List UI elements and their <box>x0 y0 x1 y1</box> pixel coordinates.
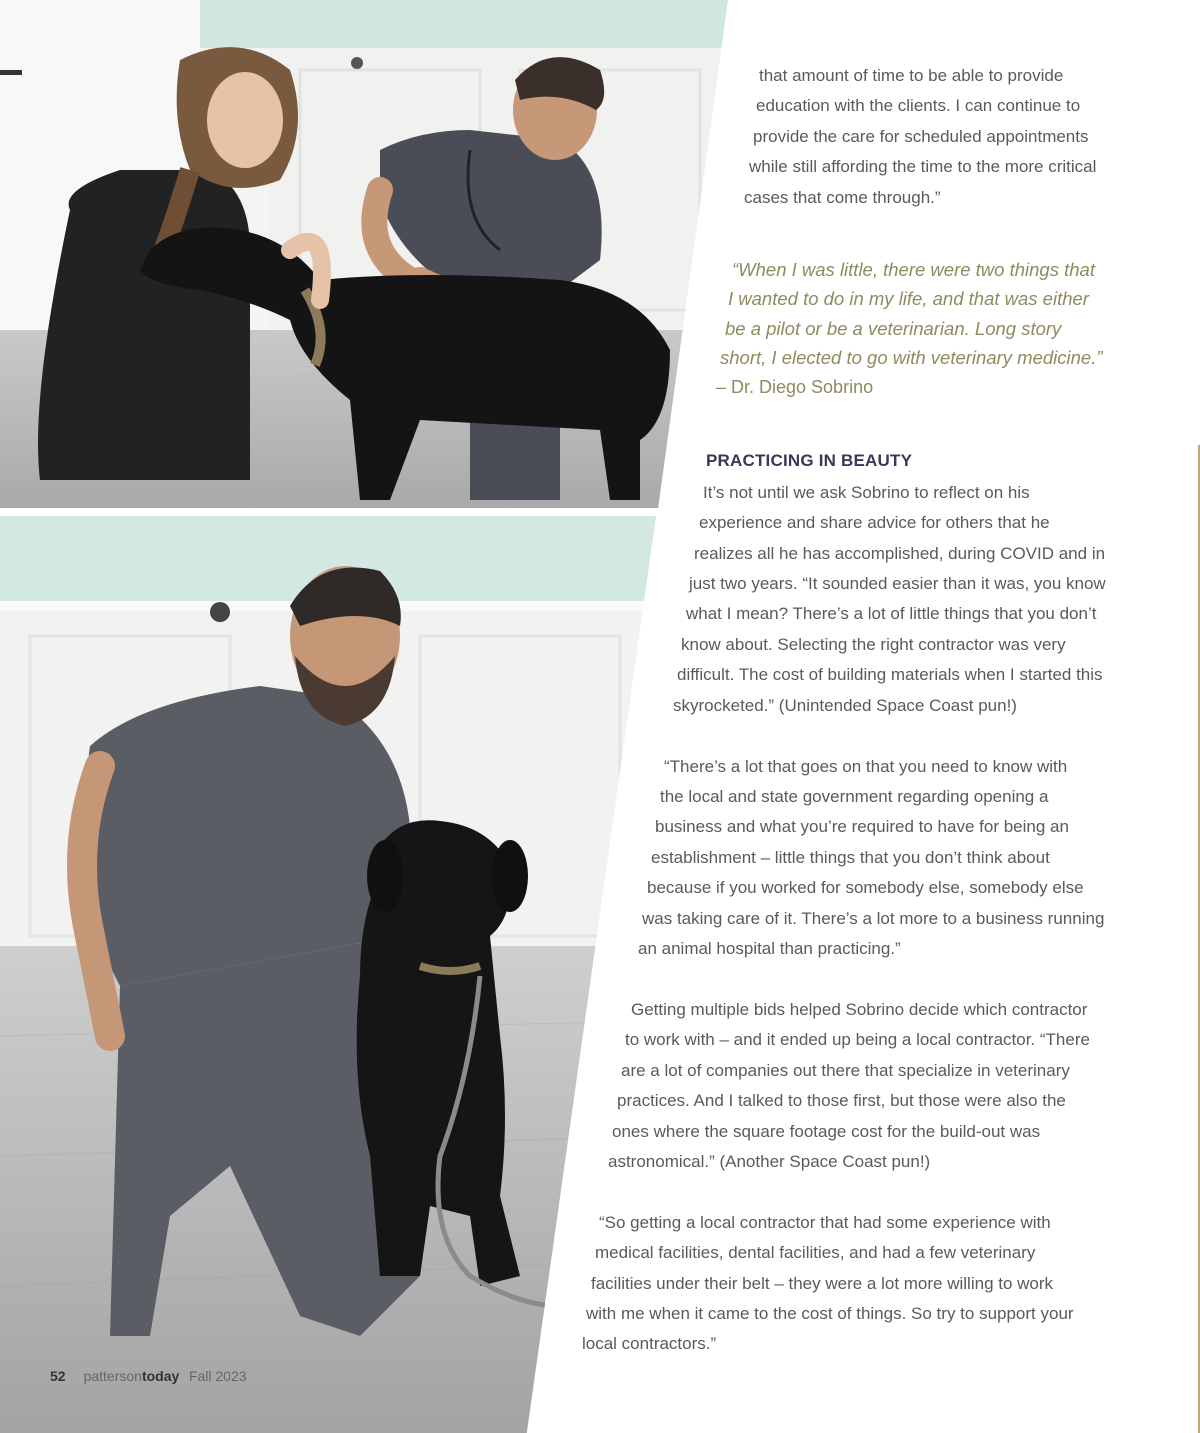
body-line: establishment – little things that you don’t think about <box>651 848 1050 867</box>
body-line: facilities under their belt – they were a lot more willing to work <box>591 1274 1054 1293</box>
brand-name-bold: today <box>141 1368 180 1384</box>
page-footer <box>50 1368 247 1384</box>
body-line: business and what you’re required to have for being an <box>655 817 1069 836</box>
section-heading: PRACTICING IN BEAUTY <box>706 451 913 470</box>
photo-vet-with-dog <box>0 516 656 1433</box>
body-line: astronomical.” (Another Space Coast pun!) <box>608 1152 931 1171</box>
pull-quote-line: I wanted to do in my life, and that was either <box>728 288 1089 309</box>
body-line: the local and state government regarding opening a <box>660 787 1049 806</box>
body-line: It’s not until we ask Sobrino to reflect on his <box>703 483 1030 502</box>
pull-quote-line: short, I elected to go with veterinary medicine.” <box>720 347 1103 368</box>
body-line: “There’s a lot that goes on that you need to know with <box>664 757 1068 776</box>
body-line: know about. Selecting the right contractor was very <box>681 635 1066 654</box>
body-line: are a lot of companies out there that specialize in veterinary <box>621 1061 1070 1080</box>
body-line: medical facilities, dental facilities, and had a few veterinary <box>595 1243 1036 1262</box>
intro-line: education with the clients. I can continue to <box>756 96 1081 115</box>
issue-label: Fall 2023 <box>188 1368 247 1384</box>
body-line: an animal hospital than practicing.” <box>638 939 901 958</box>
body-line: was taking care of it. There’s a lot more to a business running <box>642 909 1105 928</box>
body-line: what I mean? There’s a lot of little things that you don’t <box>686 604 1097 623</box>
body-line: skyrocketed.” (Unintended Space Coast pun!) <box>673 696 1017 715</box>
body-line: ones where the square footage cost for the build-out was <box>612 1122 1041 1141</box>
body-line: “So getting a local contractor that had some experience with <box>599 1213 1051 1232</box>
intro-line: while still affording the time to the more critical <box>749 157 1097 176</box>
pull-quote-attribution: – Dr. Diego Sobrino <box>716 377 874 397</box>
footer-separator: | <box>182 1368 186 1384</box>
body-line: Getting multiple bids helped Sobrino decide which contractor <box>631 1000 1088 1019</box>
body-line: because if you worked for somebody else, somebody else <box>647 878 1084 897</box>
body-line: just two years. “It sounded easier than it was, you know <box>689 574 1106 593</box>
pull-quote-line: “When I was little, there were two things that <box>732 259 1095 280</box>
body-line: realizes all he has accomplished, during COVID and in <box>694 544 1106 563</box>
body-line: experience and share advice for others that he <box>699 513 1050 532</box>
intro-line: cases that come through.” <box>744 188 941 207</box>
brand-name-regular: patterson <box>83 1368 142 1384</box>
page-number: 52 <box>50 1368 66 1384</box>
body-line: to work with – and it ended up being a local contractor. “There <box>625 1030 1090 1049</box>
pull-quote-line: be a pilot or be a veterinarian. Long story <box>725 318 1062 339</box>
intro-line: that amount of time to be able to provide <box>759 66 1064 85</box>
body-line: difficult. The cost of building materials when I started this <box>677 665 1103 684</box>
photo-vets-examining-dog <box>0 0 728 508</box>
body-line: practices. And I talked to those first, but those were also the <box>617 1091 1066 1110</box>
body-line: local contractors.” <box>582 1334 717 1353</box>
body-line: with me when it came to the cost of things. So try to support your <box>586 1304 1074 1323</box>
intro-line: provide the care for scheduled appointments <box>753 127 1089 146</box>
